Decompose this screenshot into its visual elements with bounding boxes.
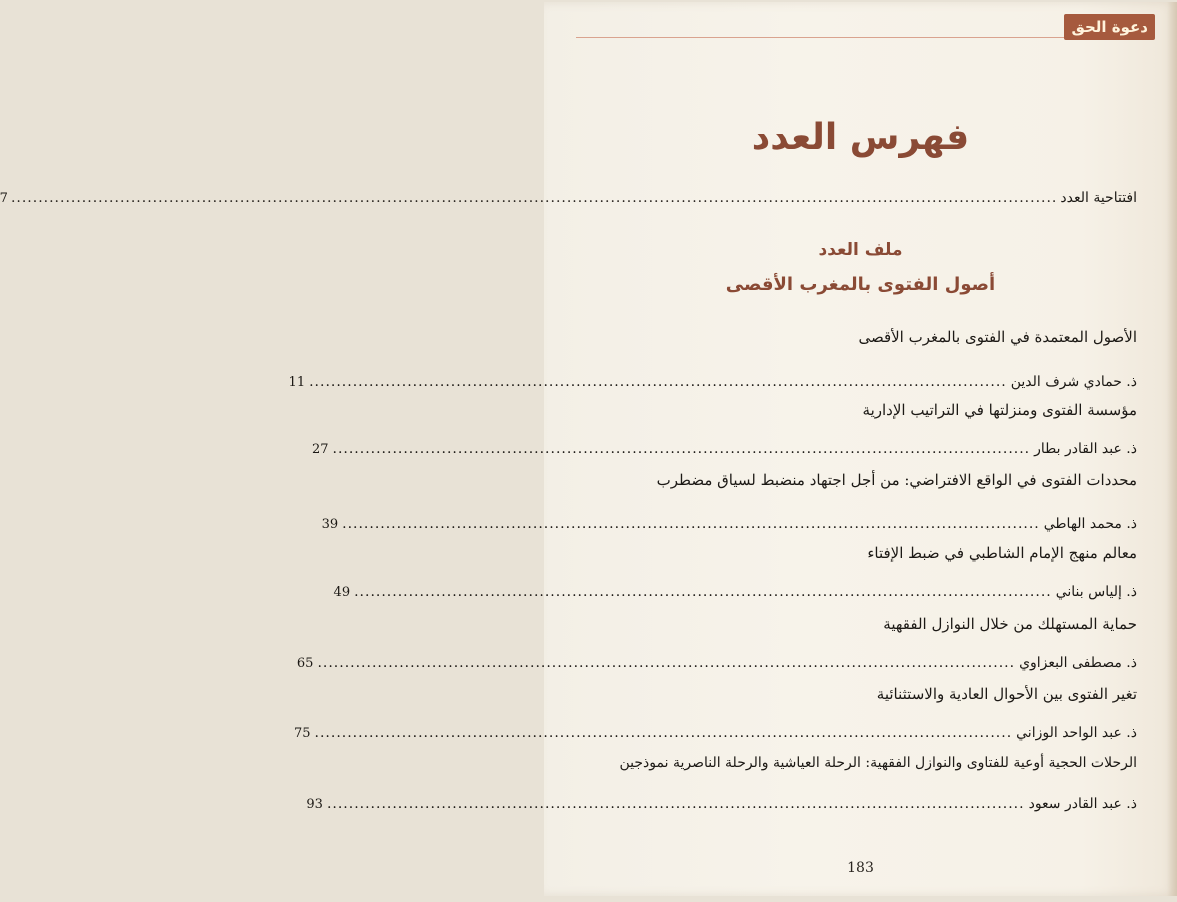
page-number: 27 bbox=[311, 442, 329, 457]
toc-entry-label: افتتاحية العدد bbox=[1060, 190, 1137, 206]
article-title: حماية المستهلك من خلال النوازل الفقهية bbox=[883, 615, 1137, 633]
page-number: 11 bbox=[288, 375, 306, 390]
article-author-line bbox=[311, 439, 1137, 460]
leader-dots: ................................................................................................................................ bbox=[309, 374, 1007, 390]
magazine-logo: دعوة الحق bbox=[1064, 14, 1155, 40]
section-theme: أصول الفتوى بالمغرب الأقصى bbox=[725, 274, 996, 295]
header-rule bbox=[576, 37, 1124, 38]
page-title: فهرس العدد bbox=[751, 117, 970, 158]
article-title: محددات الفتوى في الواقع الافتراضي: من أجل اجتهاد منضبط لسياق مضطرب bbox=[656, 471, 1137, 489]
page-number: 7 bbox=[0, 191, 8, 206]
article-author-line bbox=[288, 372, 1137, 393]
article-author: ذ. عبد القادر سعود bbox=[1028, 796, 1137, 812]
article-author-line bbox=[333, 582, 1137, 603]
leader-dots: ................................................................................................................................................................................................ bbox=[10, 190, 1058, 206]
section-kicker: ملف العدد bbox=[818, 240, 903, 260]
article-title: معالم منهج الإمام الشاطبي في ضبط الإفتاء bbox=[867, 544, 1137, 562]
article-title: مؤسسة الفتوى ومنزلتها في التراتيب الإدارية bbox=[862, 401, 1137, 419]
article-author: ذ. إلياس بناني bbox=[1055, 584, 1137, 600]
leader-dots: ................................................................................................................................ bbox=[317, 655, 1016, 671]
page-number: 65 bbox=[296, 656, 314, 671]
article-author: ذ. عبد القادر بطار bbox=[1034, 441, 1137, 457]
leader-dots: ................................................................................................................................ bbox=[354, 584, 1052, 600]
leader-dots: ................................................................................................................................ bbox=[342, 516, 1040, 532]
article-title: الرحلات الحجية أوعية للفتاوى والنوازل الفقهية: الرحلة العياشية والرحلة الناصرية نموذجين bbox=[619, 755, 1137, 771]
article-author: ذ. مصطفى البعزاوي bbox=[1019, 655, 1137, 671]
article-author: ذ. محمد الهاطي bbox=[1043, 516, 1137, 532]
article-author-line bbox=[321, 514, 1137, 535]
article-author: ذ. حمادي شرف الدين bbox=[1010, 374, 1137, 390]
page-number: 93 bbox=[306, 797, 323, 812]
leader-dots: ................................................................................................................................ bbox=[326, 796, 1025, 812]
article-author-line bbox=[293, 723, 1137, 744]
article-title: الأصول المعتمدة في الفتوى بالمغرب الأقصى bbox=[858, 328, 1137, 346]
leader-dots: ................................................................................................................................ bbox=[314, 725, 1013, 741]
article-author-line bbox=[306, 794, 1137, 815]
leader-dots: ................................................................................................................................ bbox=[332, 441, 1031, 457]
page-number: 39 bbox=[321, 517, 339, 532]
page-folio: 183 bbox=[847, 860, 874, 876]
page-number: 75 bbox=[293, 726, 311, 741]
article-author: ذ. عبد الواحد الوزاني bbox=[1016, 725, 1137, 741]
article-author-line bbox=[296, 653, 1137, 674]
toc-entry-opening bbox=[0, 188, 1137, 209]
article-title: تغير الفتوى بين الأحوال العادية والاستثنائية bbox=[876, 685, 1137, 703]
magazine-page bbox=[0, 2, 1177, 896]
page-number: 49 bbox=[333, 585, 351, 600]
